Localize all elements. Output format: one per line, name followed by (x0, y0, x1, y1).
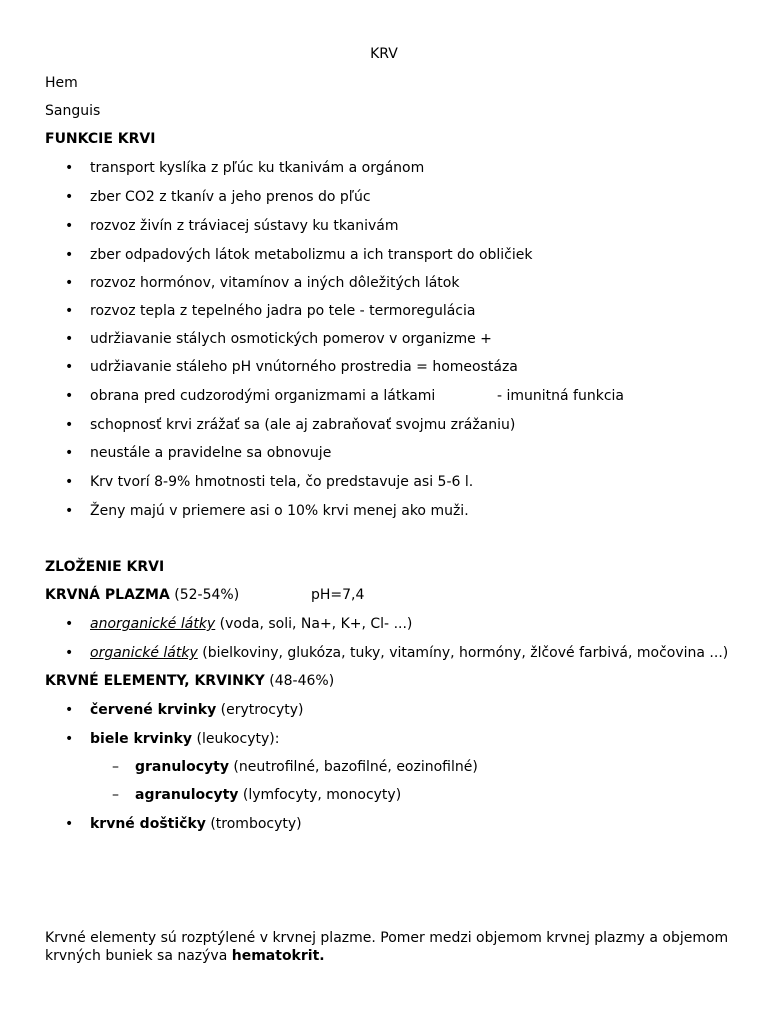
list-item (90, 701, 304, 719)
bullet-icon: • (65, 702, 74, 718)
bullet-icon: • (65, 303, 74, 319)
closing-text: Krvné elementy sú rozptýlené v krvnej plazme. Pomer medzi objemom krvnej plazmy a objemom krvných buniek sa nazýva (45, 930, 729, 964)
dash-icon: – (112, 787, 119, 803)
granulocytes-term: granulocyty (135, 759, 229, 775)
list-item: zber odpadových látok metabolizmu a ich transport do obličiek (90, 247, 533, 263)
list-item: schopnosť krvi zrážať sa (ale aj zabraňovať svojmu zrážaniu) (90, 417, 516, 433)
closing-paragraph (45, 929, 735, 965)
red-cells-desc: (erytrocyty) (216, 702, 304, 718)
bullet-icon: • (65, 275, 74, 291)
immune-function-note: - imunitná funkcia (497, 388, 625, 404)
plasma-desc: (voda, soli, Na+, K+, Cl- ...) (215, 616, 413, 632)
hematocrit-term: hematokrit. (231, 948, 325, 964)
bullet-icon: • (65, 445, 74, 461)
composition-heading: ZLOŽENIE KRVI (45, 559, 165, 575)
bullet-icon: • (65, 359, 74, 375)
agranulocytes-term: agranulocyty (135, 787, 239, 803)
plasma-term: organické látky (90, 645, 198, 661)
bullet-icon: • (65, 417, 74, 433)
plasma-heading (45, 586, 239, 604)
document-title: KRV (370, 46, 398, 62)
red-cells-term: červené krvinky (90, 702, 217, 718)
plasma-ph: pH=7,4 (311, 587, 365, 603)
bullet-icon: • (65, 189, 74, 205)
list-item: Ženy majú v priemere asi o 10% krvi menej ako muži. (90, 503, 469, 519)
dash-icon: – (112, 759, 119, 775)
bullet-icon: • (65, 474, 74, 490)
bullet-icon: • (65, 616, 74, 632)
elements-label: KRVNÉ ELEMENTY, KRVINKY (45, 673, 265, 689)
list-item: obrana pred cudzorodými organizmami a látkami (90, 388, 436, 404)
list-item (90, 615, 412, 633)
plasma-term: anorganické látky (90, 616, 216, 632)
list-item: zber CO2 z tkanív a jeho prenos do pľúc (90, 189, 371, 205)
list-item: Krv tvorí 8-9% hmotnosti tela, čo predstavuje asi 5-6 l. (90, 474, 474, 490)
elements-heading (45, 672, 334, 690)
list-item: transport kyslíka z pľúc ku tkanivám a orgánom (90, 160, 425, 176)
elements-percent: (48-46%) (264, 673, 335, 689)
plasma-label: KRVNÁ PLAZMA (45, 587, 170, 603)
list-item (90, 815, 302, 833)
bullet-icon: • (65, 731, 74, 747)
agranulocytes-desc: (lymfocyty, monocyty) (238, 787, 402, 803)
list-item: rozvoz tepla z tepelného jadra po tele - termoregulácia (90, 303, 476, 319)
plasma-desc: (bielkoviny, glukóza, tuky, vitamíny, hormóny, žlčové farbivá, močovina ...) (197, 645, 729, 661)
bullet-icon: • (65, 160, 74, 176)
bullet-icon: • (65, 247, 74, 263)
list-item: rozvoz hormónov, vitamínov a iných dôležitých látok (90, 275, 460, 291)
list-item: neustále a pravidelne sa obnovuje (90, 445, 332, 461)
bullet-icon: • (65, 503, 74, 519)
plasma-percent: (52-54%) (169, 587, 240, 603)
platelets-term: krvné doštičky (90, 816, 206, 832)
bullet-icon: • (65, 816, 74, 832)
list-item: udržiavanie stálych osmotických pomerov v organizme + (90, 331, 492, 347)
platelets-desc: (trombocyty) (205, 816, 302, 832)
list-item: udržiavanie stáleho pH vnútorného prostredia = homeostáza (90, 359, 518, 375)
bullet-icon: • (65, 645, 74, 661)
bullet-icon: • (65, 331, 74, 347)
term-sanguis: Sanguis (45, 103, 101, 119)
sublist-item (135, 758, 478, 776)
bullet-icon: • (65, 218, 74, 234)
white-cells-desc: (leukocyty): (192, 731, 280, 747)
granulocytes-desc: (neutrofilné, bazofilné, eozinofilné) (228, 759, 478, 775)
list-item (90, 730, 279, 748)
list-item (90, 644, 728, 662)
functions-heading: FUNKCIE KRVI (45, 131, 156, 147)
bullet-icon: • (65, 388, 74, 404)
sublist-item (135, 786, 401, 804)
white-cells-term: biele krvinky (90, 731, 193, 747)
list-item: rozvoz živín z tráviacej sústavy ku tkanivám (90, 218, 399, 234)
term-hem: Hem (45, 75, 78, 91)
